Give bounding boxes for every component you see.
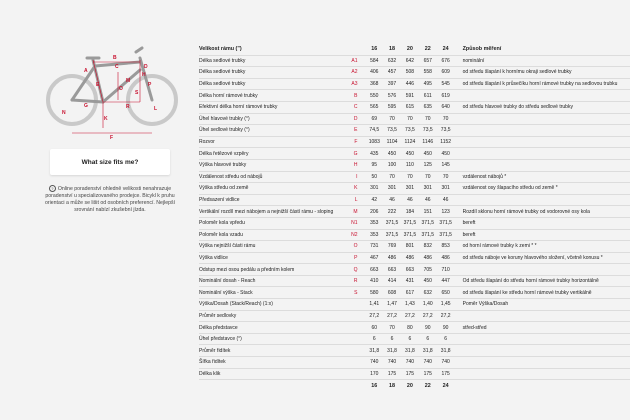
measurement-value: 832 (419, 241, 437, 253)
measurement-method: Od středu šlapání do středu horní rámové trubky horizontálně (455, 275, 630, 287)
geometry-row (199, 241, 630, 253)
measurement-value: 640 (437, 101, 455, 113)
measurement-value: 371,5 (437, 229, 455, 241)
method-header: Způsob měření (455, 44, 630, 55)
measurement-value: 406 (365, 67, 383, 79)
measurement-value: 565 (365, 101, 383, 113)
measurement-value: 584 (365, 55, 383, 67)
measurement-value: 31,8 (419, 345, 437, 357)
size-footer: 20 (406, 382, 413, 389)
measurement-code (333, 357, 365, 369)
geometry-row (199, 159, 630, 171)
measurement-value: 73,5 (437, 125, 455, 137)
measurement-code: Q (333, 264, 365, 276)
geometry-row (199, 322, 630, 334)
measurement-value: 100 (383, 159, 401, 171)
measurement-value: 642 (401, 55, 419, 67)
diagram-label-f: F (110, 135, 114, 141)
measurement-label: Výška hlavové trubky (199, 159, 333, 171)
measurement-method (455, 125, 630, 137)
measurement-value: 611 (419, 90, 437, 102)
measurement-value: 170 (365, 368, 383, 380)
measurement-value: 371,5 (419, 229, 437, 241)
diagram-label-b: B (113, 55, 117, 61)
geometry-row (199, 67, 630, 79)
diagram-label-g: G (84, 103, 88, 109)
measurement-value: 1083 (365, 136, 383, 148)
measurement-label: Výška/Dosah (Stack/Reach) (1:x) (199, 299, 333, 311)
measurement-value: 90 (419, 322, 437, 334)
geometry-row (199, 90, 630, 102)
geometry-row (199, 345, 630, 357)
diagram-label-k: K (104, 116, 108, 122)
measurement-value: 705 (419, 264, 437, 276)
measurement-method: vzdálenost nábojů * (455, 171, 630, 183)
measurement-label: Průměr řidítek (199, 345, 333, 357)
measurement-value: 580 (365, 287, 383, 299)
measurement-label: Předsazení vidlice (199, 194, 333, 206)
measurement-value: 151 (419, 206, 437, 218)
geometry-row (199, 310, 630, 322)
measurement-value: 46 (437, 194, 455, 206)
geometry-row (199, 113, 630, 125)
diagram-label-d: D (144, 64, 148, 70)
measurement-value: 657 (419, 55, 437, 67)
measurement-value: 663 (383, 264, 401, 276)
measurement-label: Výška nejnižší části rámu (199, 241, 333, 253)
geometry-row (199, 264, 630, 276)
measurement-value: 27,2 (365, 310, 383, 322)
measurement-value: 73,5 (419, 125, 437, 137)
measurement-value: 31,8 (401, 345, 419, 357)
measurement-value: 6 (401, 333, 419, 345)
measurement-value: 371,5 (383, 229, 401, 241)
measurement-code: D (333, 113, 365, 125)
measurement-value: 450 (401, 148, 419, 160)
measurement-code: A2 (333, 67, 365, 79)
measurement-value: 175 (401, 368, 419, 380)
measurement-code: I (333, 171, 365, 183)
geometry-row (199, 287, 630, 299)
measurement-value: 595 (383, 101, 401, 113)
measurement-method (455, 310, 630, 322)
measurement-value: 591 (401, 90, 419, 102)
measurement-code: P (333, 252, 365, 264)
measurement-label: Průměr sedlovky (199, 310, 333, 322)
measurement-label: Úhel hlavové trubky (°) (199, 113, 333, 125)
diagram-label-l: L (154, 106, 158, 112)
measurement-value: 70 (383, 171, 401, 183)
measurement-code: H (333, 159, 365, 171)
measurement-code: L (333, 194, 365, 206)
measurement-value: 508 (401, 67, 419, 79)
measurement-value: 801 (401, 241, 419, 253)
measurement-value: 550 (365, 90, 383, 102)
measurement-label: Délka horní rámové trubky (199, 90, 333, 102)
measurement-value: 740 (419, 357, 437, 369)
measurement-method: střed-střed (455, 322, 630, 334)
geometry-footer-row (199, 380, 630, 391)
size-header: 16 (365, 44, 383, 55)
measurement-value: 663 (401, 264, 419, 276)
diagram-label-p: P (148, 82, 152, 88)
measurement-value: 90 (437, 322, 455, 334)
size-header: 22 (419, 44, 437, 55)
measurement-value: 6 (365, 333, 383, 345)
size-footer: 18 (389, 382, 396, 389)
size-header: 20 (401, 44, 419, 55)
measurement-value: 1,47 (383, 299, 401, 311)
measurement-label: Rozvor (199, 136, 333, 148)
measurement-method: od středu náboje ve koruny hlavového složení, včetně konusu * (455, 252, 630, 264)
geometry-row (199, 171, 630, 183)
measurement-value: 353 (365, 229, 383, 241)
measurement-value: 558 (419, 67, 437, 79)
measurement-method (455, 113, 630, 125)
bike-geometry-diagram (40, 38, 180, 142)
geometry-row (199, 357, 630, 369)
measurement-code: R (333, 275, 365, 287)
measurement-value: 1,41 (365, 299, 383, 311)
measurement-value: 73,5 (383, 125, 401, 137)
measurement-value: 6 (419, 333, 437, 345)
measurement-value: 123 (437, 206, 455, 218)
measurement-method (455, 264, 630, 276)
measurement-value: 42 (365, 194, 383, 206)
measurement-method: nominální (455, 55, 630, 67)
measurement-value: 70 (437, 171, 455, 183)
measurement-value: 486 (419, 252, 437, 264)
measurement-label: Poloměr kola vzadu (199, 229, 333, 241)
measurement-value: 731 (365, 241, 383, 253)
measurement-value: 410 (365, 275, 383, 287)
measurement-code: S (333, 287, 365, 299)
measurement-value: 175 (383, 368, 401, 380)
measurement-label: Nominální dosah - Reach (199, 275, 333, 287)
geometry-row (199, 78, 630, 90)
measurement-value: 447 (437, 275, 455, 287)
measurement-method: bereft (455, 229, 630, 241)
geometry-row (199, 299, 630, 311)
measurement-value: 769 (383, 241, 401, 253)
measurement-value: 31,8 (383, 345, 401, 357)
geometry-row (199, 206, 630, 218)
measurement-value: 435 (365, 148, 383, 160)
geometry-row (199, 55, 630, 67)
measurement-method (455, 136, 630, 148)
measurement-label: Délka sedlové trubky (199, 67, 333, 79)
diagram-label-s: S (135, 90, 139, 96)
measurement-value: 467 (365, 252, 383, 264)
measurement-method (455, 357, 630, 369)
measurement-value: 414 (383, 275, 401, 287)
measurement-value: 609 (437, 67, 455, 79)
measurement-method (455, 148, 630, 160)
measurement-method (455, 194, 630, 206)
size-footer: 22 (424, 382, 431, 389)
measurement-value: 70 (401, 113, 419, 125)
measurement-value: 110 (401, 159, 419, 171)
diagram-label-m: M (126, 78, 131, 84)
measurement-value: 1146 (419, 136, 437, 148)
measurement-value: 175 (419, 368, 437, 380)
measurement-value: 70 (419, 171, 437, 183)
measurement-code: B (333, 90, 365, 102)
measurement-value: 6 (437, 333, 455, 345)
geometry-row (199, 183, 630, 195)
geometry-table (199, 44, 630, 391)
measurement-value: 740 (383, 357, 401, 369)
measurement-label: Délka klik (199, 368, 333, 380)
measurement-value: 650 (437, 287, 455, 299)
measurement-value: 446 (401, 78, 419, 90)
measurement-method: od horní rámové trubky k zemi * * (455, 241, 630, 253)
measurement-value: 632 (383, 55, 401, 67)
measurement-value: 371,5 (419, 217, 437, 229)
measurement-label: Výška vidlice (199, 252, 333, 264)
measurement-value: 70 (401, 171, 419, 183)
measurement-code: K (333, 183, 365, 195)
measurement-value: 431 (401, 275, 419, 287)
geometry-row (199, 194, 630, 206)
measurement-value: 853 (437, 241, 455, 253)
measurement-value: 46 (419, 194, 437, 206)
measurement-label: Výška středu od země (199, 183, 333, 195)
measurement-code: N2 (333, 229, 365, 241)
measurement-method: od středu šlapání k hornímu okraji sedlové trubky (455, 67, 630, 79)
measurement-value: 206 (365, 206, 383, 218)
measurement-value: 368 (365, 78, 383, 90)
geometry-row (199, 125, 630, 137)
measurement-value: 676 (437, 55, 455, 67)
geometry-row (199, 333, 630, 345)
measurement-value: 222 (383, 206, 401, 218)
measurement-method: Poměr Výška/Dosah (455, 299, 630, 311)
geometry-row (199, 101, 630, 113)
measurement-value: 486 (383, 252, 401, 264)
measurement-code: A1 (333, 55, 365, 67)
measurement-method: bereft (455, 217, 630, 229)
measurement-value: 46 (383, 194, 401, 206)
measurement-label: Poloměr kola vpředu (199, 217, 333, 229)
sizing-note-text: Online poradenství ohledně velikosti nenahrazuje poradenství u specializovaného prodejce. Bicykl k pruhu orientaci a může se lišit od osobních preferencí. Nejlepší srovnání nabízí zkušební jízda. (44, 185, 176, 213)
measurement-value: 73,5 (401, 125, 419, 137)
measurement-value: 1,40 (419, 299, 437, 311)
measurement-code: M (333, 206, 365, 218)
diagram-label-n: N (62, 110, 66, 116)
size-footer: 16 (371, 382, 378, 389)
measurement-value: 69 (365, 113, 383, 125)
frame-size-header: Velikost rámu (") (199, 44, 333, 55)
measurement-method (455, 345, 630, 357)
measurement-method: Rozdíl sklonu horní rámové trubky od vodorovné osy kola (455, 206, 630, 218)
measurement-value: 27,2 (401, 310, 419, 322)
measurement-value: 27,2 (383, 310, 401, 322)
measurement-label: Délka sedlové trubky (199, 55, 333, 67)
measurement-label: Odstup mezi osou pedálu a předním kolem (199, 264, 333, 276)
diagram-label-e: E (96, 82, 100, 88)
measurement-value: 50 (365, 171, 383, 183)
measurement-value: 184 (401, 206, 419, 218)
measurement-value: 70 (419, 113, 437, 125)
measurement-value: 740 (437, 357, 455, 369)
measurement-value: 31,8 (365, 345, 383, 357)
measurement-value: 710 (437, 264, 455, 276)
measurement-value: 6 (383, 333, 401, 345)
measurement-value: 371,5 (437, 217, 455, 229)
diagram-label-h: H (142, 72, 146, 78)
measurement-value: 617 (401, 287, 419, 299)
measurement-method (455, 368, 630, 380)
measurement-value: 145 (437, 159, 455, 171)
measurement-method: od středu šlapání k průsečíku horní rámové trubky na sedlovou trubku (455, 78, 630, 90)
measurement-value: 615 (401, 101, 419, 113)
measurement-value: 301 (383, 183, 401, 195)
measurement-code: C (333, 101, 365, 113)
what-size-fits-me-button[interactable]: What size fits me? (50, 149, 170, 175)
measurement-label: Šířka řidítek (199, 357, 333, 369)
diagram-label-c: C (115, 64, 119, 70)
measurement-value: 60 (365, 322, 383, 334)
measurement-value: 450 (437, 148, 455, 160)
measurement-value: 70 (383, 322, 401, 334)
measurement-value: 301 (365, 183, 383, 195)
measurement-value: 27,2 (419, 310, 437, 322)
measurement-value: 70 (437, 113, 455, 125)
measurement-value: 632 (419, 287, 437, 299)
measurement-value: 371,5 (383, 217, 401, 229)
measurement-value: 1104 (383, 136, 401, 148)
diagram-label-r: R (126, 104, 130, 110)
measurement-value: 495 (419, 78, 437, 90)
measurement-label: Úhel představce (°) (199, 333, 333, 345)
measurement-value: 46 (401, 194, 419, 206)
measurement-value: 74,5 (365, 125, 383, 137)
measurement-value: 740 (365, 357, 383, 369)
measurement-value: 608 (383, 287, 401, 299)
measurement-label: Délka sedlové trubky (199, 78, 333, 90)
measurement-value: 397 (383, 78, 401, 90)
measurement-value: 95 (365, 159, 383, 171)
measurement-value: 301 (419, 183, 437, 195)
measurement-value: 301 (401, 183, 419, 195)
measurement-label: Efektivní délka horní rámové trubky (199, 101, 333, 113)
geometry-row (199, 148, 630, 160)
measurement-value: 450 (383, 148, 401, 160)
measurement-value: 1152 (437, 136, 455, 148)
measurement-method (455, 333, 630, 345)
measurement-method (455, 159, 630, 171)
size-footer: 24 (442, 382, 449, 389)
measurement-value: 486 (401, 252, 419, 264)
measurement-value: 125 (419, 159, 437, 171)
measurement-method: vzdálenost osy šlapacího středu od země * (455, 183, 630, 195)
diagram-label-o: O (119, 86, 123, 92)
measurement-label: Vzdálenost středu od nábojů (199, 171, 333, 183)
measurement-method: od středu hlavové trubky do středu sedlové trubky (455, 101, 630, 113)
measurement-code (333, 299, 365, 311)
geometry-row (199, 217, 630, 229)
measurement-value: 619 (437, 90, 455, 102)
measurement-code: N1 (333, 217, 365, 229)
size-header: 24 (437, 44, 455, 55)
geometry-row (199, 275, 630, 287)
measurement-code: E (333, 125, 365, 137)
measurement-value: 31,8 (437, 345, 455, 357)
geometry-row (199, 368, 630, 380)
measurement-value: 1,43 (401, 299, 419, 311)
measurement-code (333, 345, 365, 357)
measurement-value: 545 (437, 78, 455, 90)
measurement-label: Délka řetězové vzpěry (199, 148, 333, 160)
measurement-code: A3 (333, 78, 365, 90)
measurement-label: Nominální výška - Stack (199, 287, 333, 299)
geometry-header-row (199, 44, 630, 55)
measurement-method (455, 90, 630, 102)
measurement-value: 371,5 (401, 217, 419, 229)
measurement-code (333, 333, 365, 345)
measurement-value: 740 (401, 357, 419, 369)
measurement-label: Vertikální rozdíl mezi nábojem a nejnižší částí rámu - sloping (199, 206, 333, 218)
measurement-value: 450 (419, 275, 437, 287)
measurement-value: 301 (437, 183, 455, 195)
size-header: 18 (383, 44, 401, 55)
measurement-value: 1,45 (437, 299, 455, 311)
measurement-value: 175 (437, 368, 455, 380)
diagram-label-a: A (84, 68, 88, 74)
measurement-value: 27,2 (437, 310, 455, 322)
measurement-value: 70 (383, 113, 401, 125)
measurement-code (333, 310, 365, 322)
measurement-value: 80 (401, 322, 419, 334)
measurement-code (333, 368, 365, 380)
measurement-method: od středu šlapání ke středu horní rámové trubky vertikálně (455, 287, 630, 299)
measurement-label: Délka představce (199, 322, 333, 334)
measurement-value: 576 (383, 90, 401, 102)
measurement-value: 1124 (401, 136, 419, 148)
measurement-code (333, 322, 365, 334)
question-icon: ? (49, 185, 56, 192)
geometry-row (199, 136, 630, 148)
geometry-row (199, 252, 630, 264)
measurement-value: 457 (383, 67, 401, 79)
geometry-row (199, 229, 630, 241)
measurement-code: O (333, 241, 365, 253)
measurement-value: 486 (437, 252, 455, 264)
measurement-value: 450 (419, 148, 437, 160)
measurement-value: 371,5 (401, 229, 419, 241)
measurement-code: G (333, 148, 365, 160)
measurement-value: 663 (365, 264, 383, 276)
measurement-code: F (333, 136, 365, 148)
measurement-label: Úhel sedlové trubky (°) (199, 125, 333, 137)
measurement-value: 353 (365, 217, 383, 229)
sizing-note (40, 185, 180, 214)
measurement-value: 635 (419, 101, 437, 113)
